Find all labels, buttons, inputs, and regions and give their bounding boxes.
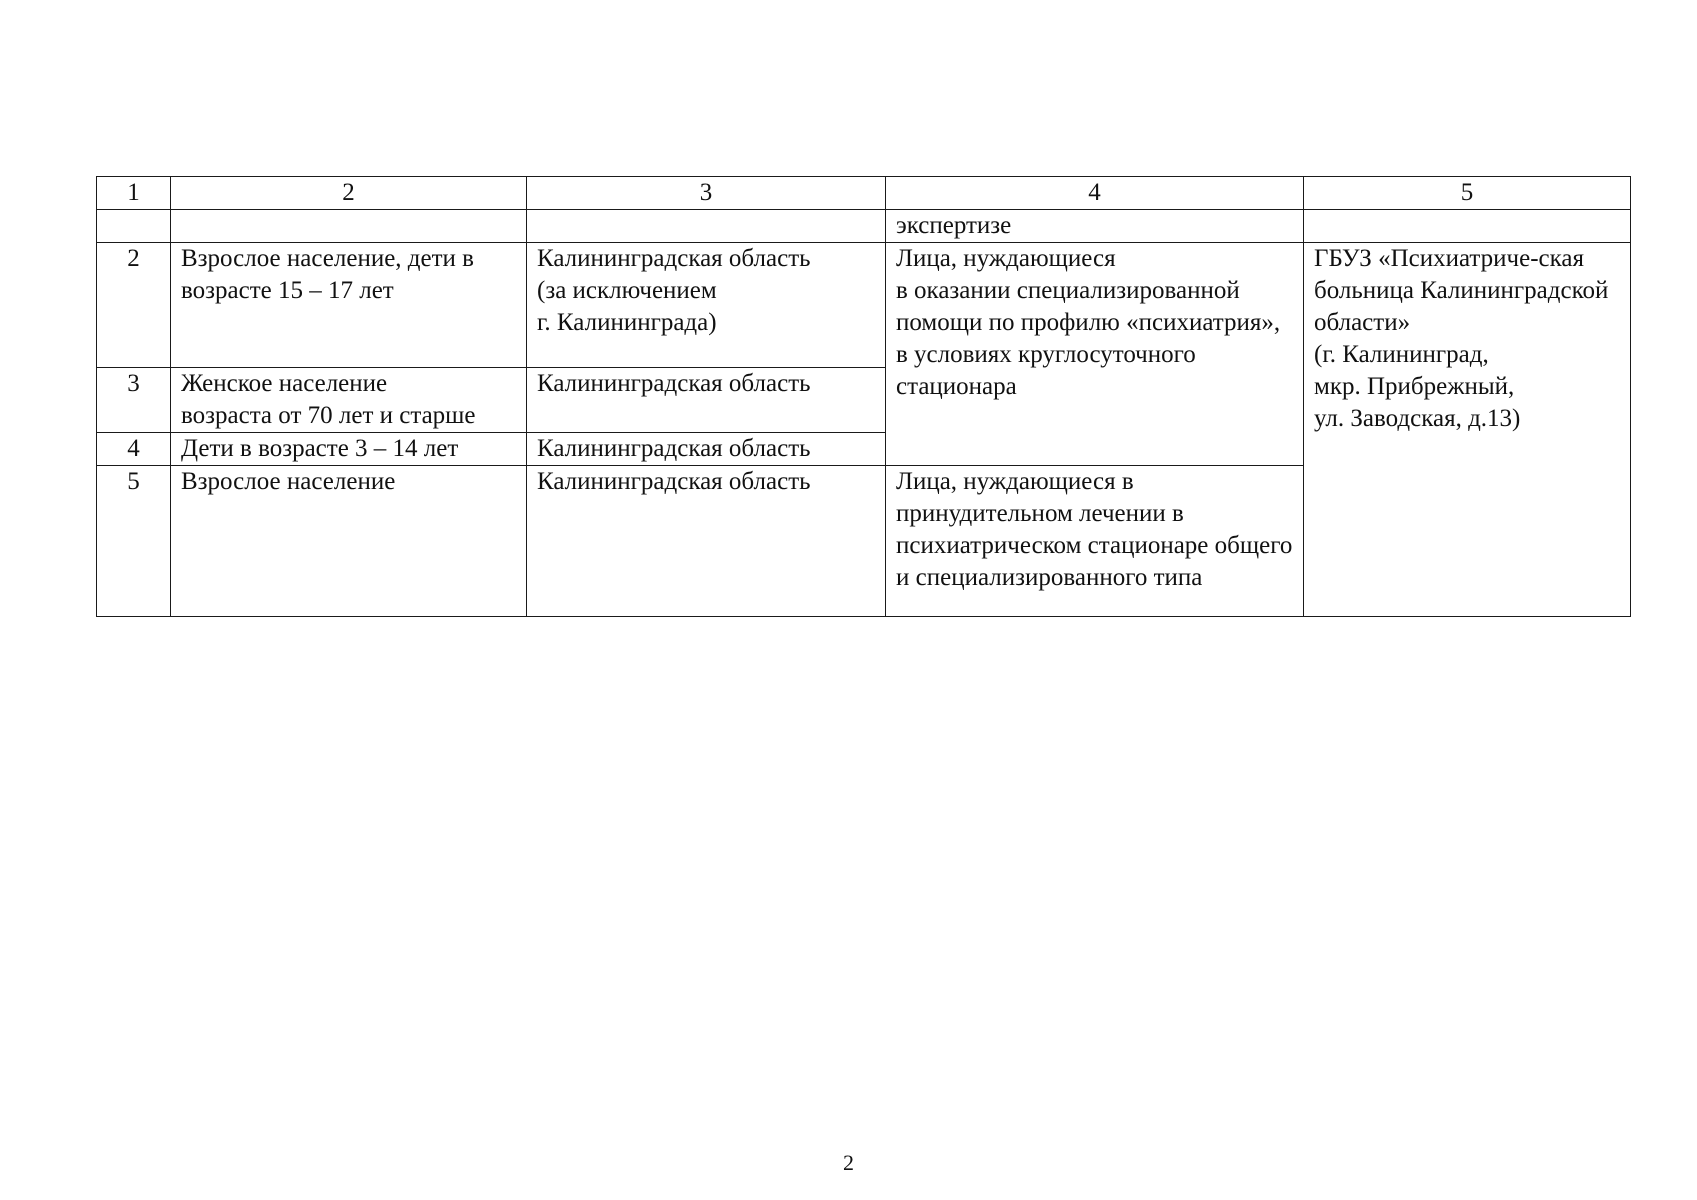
row-number: 4 xyxy=(97,433,171,466)
population-cell: Взрослое население, дети в возрасте 15 – 17 лет xyxy=(171,243,527,368)
population-cell: Дети в возрасте 3 – 14 лет xyxy=(171,433,527,466)
column-number-4: 4 xyxy=(886,177,1304,210)
continuation-cell-3 xyxy=(527,210,886,243)
table-row xyxy=(97,243,1631,368)
profile-cell: Лица, нуждающиеся в оказании специализированной помощи по профилю «психиатрия», в условиях круглосуточного стационара xyxy=(886,243,1304,466)
organization-cell: ГБУЗ «Психиатриче-ская больница Калининградской области» (г. Калининград, мкр. Прибрежный, ул. Заводская, д.13) xyxy=(1304,243,1631,617)
territory-cell: Калининградская область xyxy=(527,433,886,466)
column-number-3: 3 xyxy=(527,177,886,210)
continuation-row xyxy=(97,210,1631,243)
territory-cell: Калининградская область xyxy=(527,466,886,617)
territory-cell: Калининградская область (за исключением г. Калининграда) xyxy=(527,243,886,368)
continuation-cell-1 xyxy=(97,210,171,243)
population-cell: Взрослое население xyxy=(171,466,527,617)
row-number: 3 xyxy=(97,368,171,433)
row-number: 2 xyxy=(97,243,171,368)
continuation-cell-4: экспертизе xyxy=(886,210,1304,243)
territory-cell: Калининградская область xyxy=(527,368,886,433)
routing-table xyxy=(96,176,1631,617)
continuation-cell-2 xyxy=(171,210,527,243)
column-number-1: 1 xyxy=(97,177,171,210)
population-cell: Женское население возраста от 70 лет и старше xyxy=(171,368,527,433)
column-number-2: 2 xyxy=(171,177,527,210)
continuation-cell-5 xyxy=(1304,210,1631,243)
column-numbers-row xyxy=(97,177,1631,210)
row-number: 5 xyxy=(97,466,171,617)
page-number: 2 xyxy=(843,1150,854,1175)
column-number-5: 5 xyxy=(1304,177,1631,210)
profile-cell: Лица, нуждающиеся в принудительном лечении в психиатрическом стационаре общего и специализированного типа xyxy=(886,466,1304,617)
